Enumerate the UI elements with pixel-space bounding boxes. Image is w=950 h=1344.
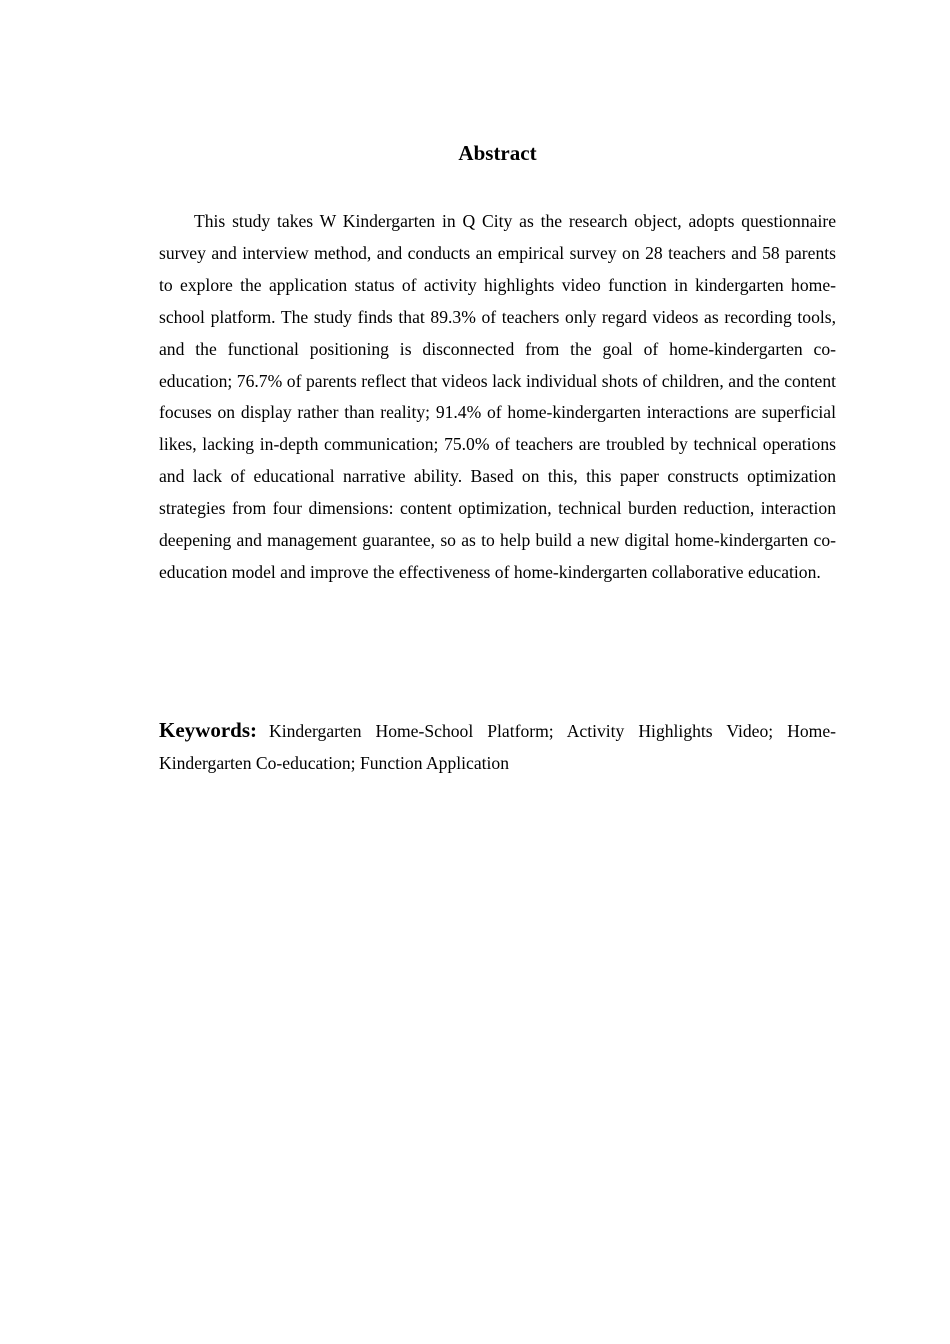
keywords-paragraph — [159, 715, 836, 780]
keywords-text: Kindergarten Home-School Platform; Activity Highlights Video; Home-Kindergarten Co-education; Function Application — [159, 721, 836, 773]
abstract-title: Abstract — [458, 141, 537, 165]
abstract-body: This study takes W Kindergarten in Q City as the research object, adopts questionnaire survey and interview method, and conducts an empirical survey on 28 teachers and 58 parents to explore the application status of activity highlights video function in kindergarten home-school platform. The study finds that 89.3% of teachers only regard videos as recording tools, and the functional positioning is disconnected from the goal of home-kindergarten co-education; 76.7% of parents reflect that videos lack individual shots of children, and the content focuses on display rather than reality; 91.4% of home-kindergarten interactions are superficial likes, lacking in-depth communication; 75.0% of teachers are troubled by technical operations and lack of educational narrative ability. Based on this, this paper constructs optimization strategies from four dimensions: content optimization, technical burden reduction, interaction deepening and management guarantee, so as to help build a new digital home-kindergarten co-education model and improve the effectiveness of home-kindergarten collaborative education. — [159, 211, 836, 582]
keywords-label: Keywords: — [159, 718, 257, 742]
